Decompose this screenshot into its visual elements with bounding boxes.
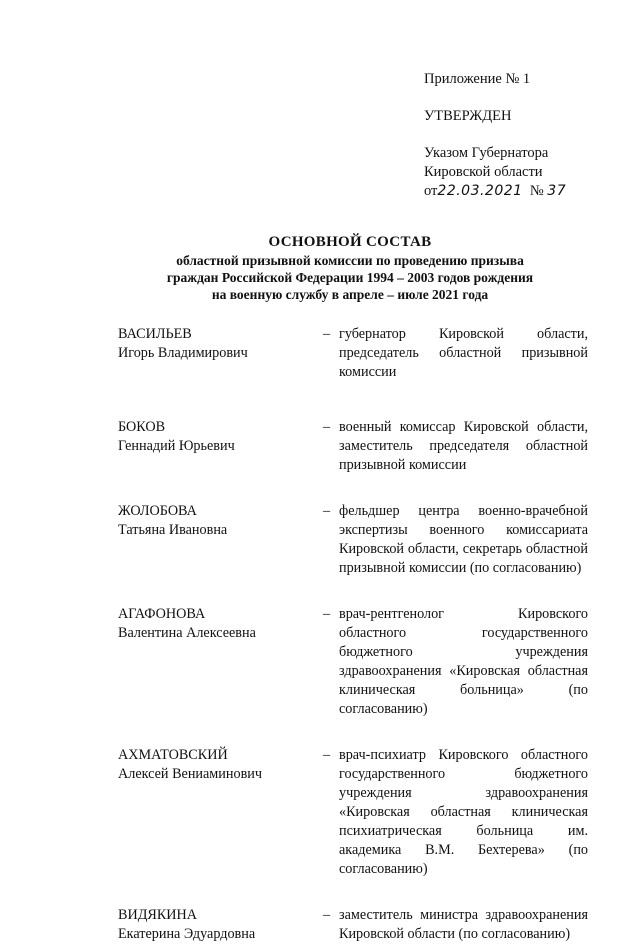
- handwritten-date: 22.03.2021: [437, 183, 523, 199]
- member-given-name: Екатерина Эдуардовна: [118, 926, 256, 942]
- member-name: [118, 502, 323, 578]
- member-entry: [118, 502, 588, 578]
- member-surname: ВАСИЛЬЕВ: [118, 326, 192, 342]
- appendix-block: [424, 70, 624, 201]
- member-dash: –: [323, 747, 331, 763]
- decree-date-line: [424, 182, 624, 201]
- member-entry: [118, 418, 588, 475]
- member-given-name: Игорь Владимирович: [118, 345, 248, 361]
- member-entry: [118, 906, 588, 944]
- approved-label: УТВЕРЖДЕН: [424, 108, 512, 124]
- member-surname: ВИДЯКИНА: [118, 907, 198, 923]
- member-role: губернатор Кировской области, председатель областной призывной комиссии: [339, 326, 588, 380]
- title-main: ОСНОВНОЙ СОСТАВ: [268, 234, 432, 250]
- member-role: врач-психиатр Кировского областного государственного бюджетного учреждения здравоохранения «Кировская областная клиническая психиатрическая больница им. академика В.М. Бехтерева» (по согласованию): [339, 747, 588, 877]
- member-dash: –: [323, 503, 331, 519]
- member-given-name: Валентина Алексеевна: [118, 625, 256, 641]
- title-line-2: граждан Российской Федерации 1994 – 2003 годов рождения: [166, 270, 534, 285]
- number-prefix: №: [529, 183, 544, 199]
- member-dash: –: [323, 419, 331, 435]
- decree-line-2: Кировской области: [424, 164, 543, 180]
- handwritten-number: 37: [547, 183, 567, 199]
- member-name: [118, 605, 323, 719]
- member-given-name: Алексей Вениаминович: [118, 766, 262, 782]
- member-name: [118, 418, 323, 475]
- member-entry: [118, 605, 588, 719]
- member-role: фельдшер центра военно-врачебной экспертизы военного комиссариата Кировской области, секретарь областной призывной комиссии (по согласованию): [339, 503, 588, 576]
- member-entry: [118, 746, 588, 879]
- member-dash: –: [323, 907, 331, 923]
- document-title: [110, 232, 590, 303]
- member-entry: [118, 325, 588, 382]
- appendix-label: Приложение № 1: [424, 71, 531, 87]
- member-role: военный комиссар Кировской области, заместитель председателя областной призывной комиссии: [339, 419, 588, 473]
- decree-line-1: Указом Губернатора: [424, 145, 549, 161]
- member-role: врач-рентгенолог Кировского областного государственного бюджетного учреждения здравоохранения «Кировская областная клиническая больница» (по согласованию): [339, 606, 588, 717]
- member-name: [118, 746, 323, 879]
- member-name: [118, 906, 323, 944]
- members-list: [118, 325, 588, 944]
- member-surname: БОКОВ: [118, 419, 166, 435]
- title-line-3: на военную службу в апреле – июле 2021 года: [211, 287, 489, 302]
- from-prefix: от: [424, 183, 438, 199]
- member-surname: АГАФОНОВА: [118, 606, 206, 622]
- member-dash: –: [323, 326, 331, 342]
- member-surname: ЖОЛОБОВА: [118, 503, 197, 519]
- member-given-name: Татьяна Ивановна: [118, 522, 228, 538]
- member-dash: –: [323, 606, 331, 622]
- member-given-name: Геннадий Юрьевич: [118, 438, 235, 454]
- member-name: [118, 325, 323, 382]
- member-role: заместитель министра здравоохранения Кировской области (по согласованию): [339, 907, 588, 942]
- member-surname: АХМАТОВСКИЙ: [118, 747, 228, 763]
- title-line-1: областной призывной комиссии по проведению призыва: [176, 253, 524, 268]
